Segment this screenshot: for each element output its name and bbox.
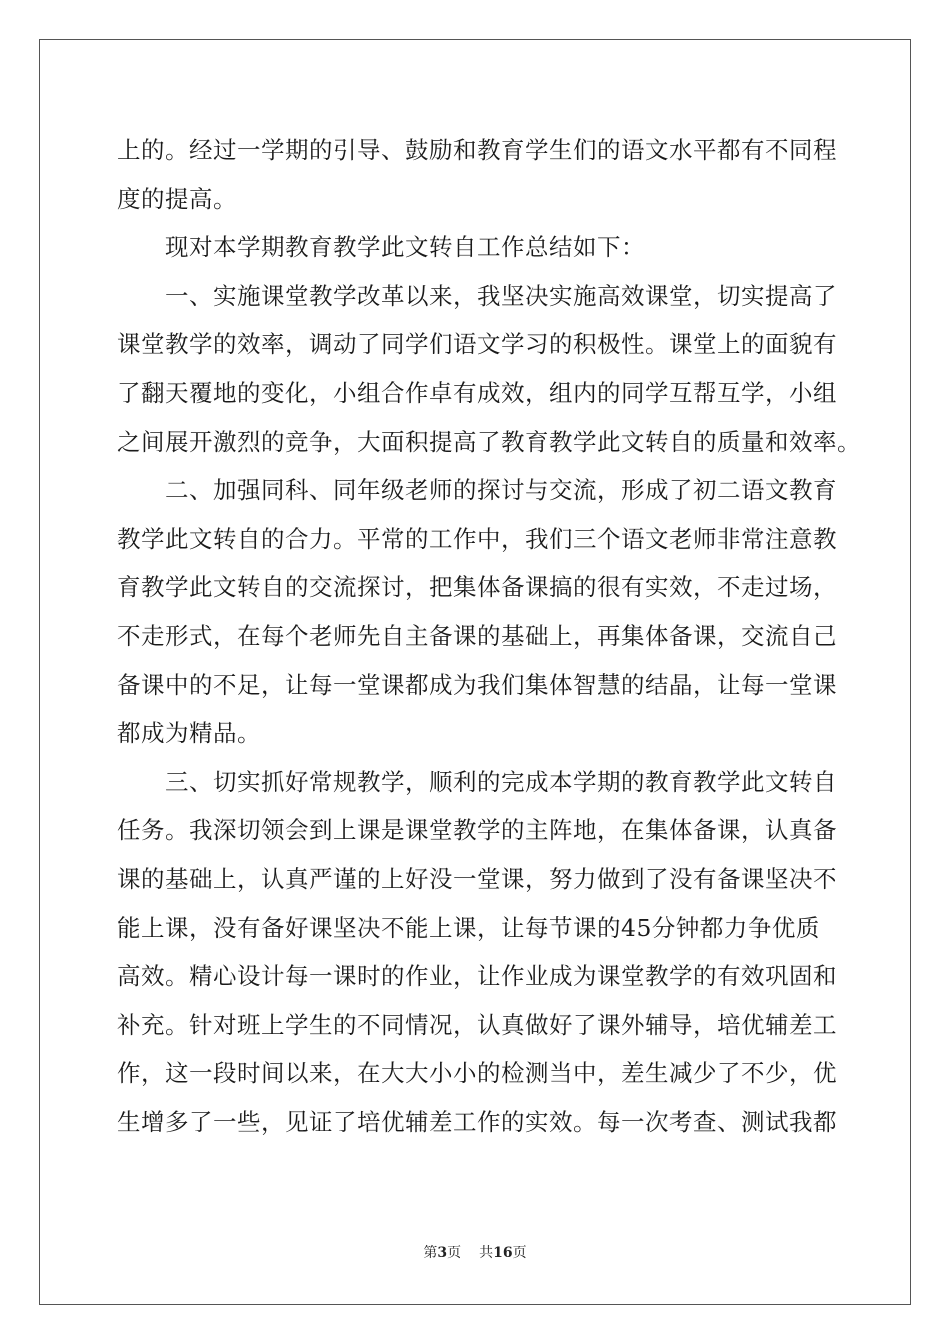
text-line: 教学此文转自的合力。平常的工作中，我们三个语文老师非常注意教 [117, 524, 837, 553]
text-line: 一、实施课堂教学改革以来，我坚决实施高效课堂，切实提高了 [165, 281, 837, 310]
text-line: 都成为精品。 [117, 719, 261, 748]
text-line: 生增多了一些，见证了培优辅差工作的实效。每一次考查、测试我都 [117, 1107, 837, 1136]
text-line: 三、切实抓好常规教学，顺利的完成本学期的教育教学此文转自 [165, 767, 837, 796]
document-body [117, 126, 861, 1146]
text-line: 作，这一段时间以来，在大大小小的检测当中，差生减少了不少，优 [117, 1059, 837, 1088]
total-prefix: 共 [479, 1245, 494, 1261]
text-line: 了翻天覆地的变化，小组合作卓有成效，组内的同学互帮互学，小组 [117, 378, 837, 407]
text-line: 之间展开激烈的竞争，大面积提高了教育教学此文转自的质量和效率。 [117, 427, 861, 456]
page-number: 3 [437, 1245, 448, 1261]
text-line: 课的基础上，认真严谨的上好没一堂课，努力做到了没有备课坚决不 [117, 864, 837, 893]
total-suffix: 页 [512, 1245, 527, 1261]
text-line: 度的提高。 [117, 184, 237, 213]
total-pages: 16 [493, 1245, 513, 1261]
text-line: 育教学此文转自的交流探讨，把集体备课搞的很有实效，不走过场， [117, 573, 837, 602]
text-line: 任务。我深切领会到上课是课堂教学的主阵地，在集体备课，认真备 [117, 816, 837, 845]
page-footer [0, 1244, 950, 1262]
text-line: 高效。精心设计每一课时的作业，让作业成为课堂教学的有效巩固和 [117, 962, 837, 991]
text-line: 二、加强同科、同年级老师的探讨与交流，形成了初二语文教育 [165, 476, 837, 505]
text-line: 现对本学期教育教学此文转自工作总结如下： [165, 233, 645, 262]
text-line: 课堂教学的效率，调动了同学们语文学习的积极性。课堂上的面貌有 [117, 330, 837, 359]
text-line: 能上课，没有备好课坚决不能上课，让每节课的45分钟都力争优质 [117, 913, 820, 942]
text-line: 备课中的不足，让每一堂课都成为我们集体智慧的结晶，让每一堂课 [117, 670, 837, 699]
page-suffix: 页 [447, 1245, 462, 1261]
text-line: 不走形式，在每个老师先自主备课的基础上，再集体备课，交流自己 [117, 621, 837, 650]
text-line: 补充。针对班上学生的不同情况，认真做好了课外辅导，培优辅差工 [117, 1010, 837, 1039]
page-prefix: 第 [423, 1245, 438, 1261]
text-line: 上的。经过一学期的引导、鼓励和教育学生们的语文水平都有不同程 [117, 136, 837, 164]
